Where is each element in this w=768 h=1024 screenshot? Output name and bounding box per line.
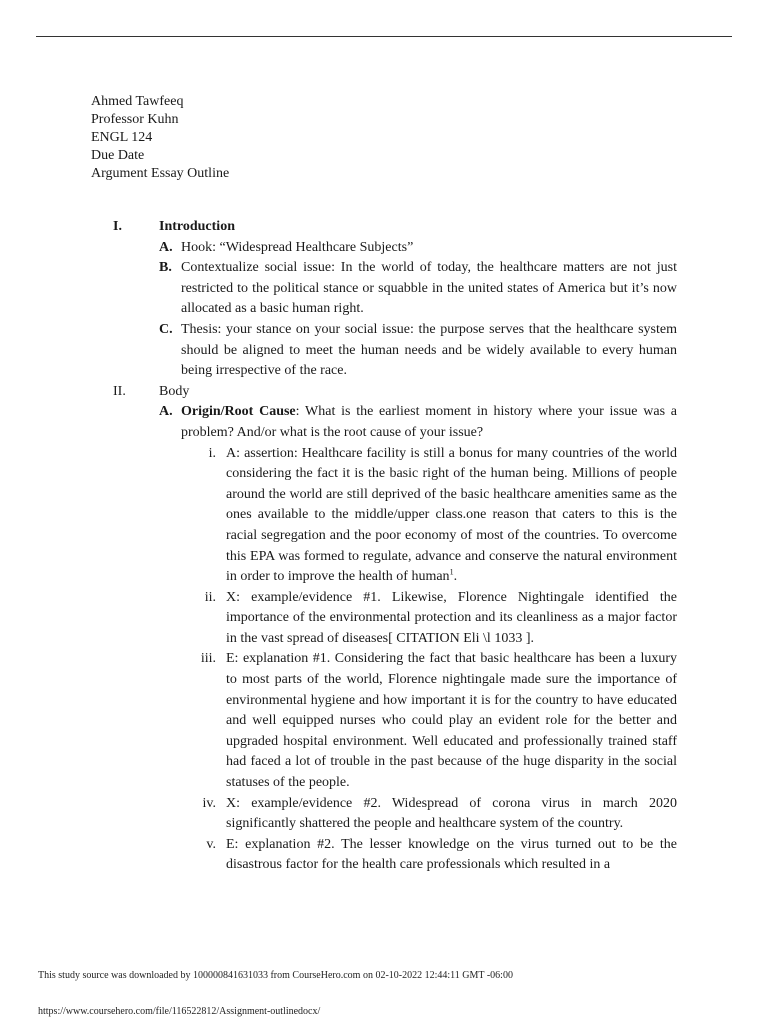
sub-item-marker: ii.	[204, 589, 216, 605]
item-text: Thesis: your stance on your social issue: the purpose serves that the healthcare system should be aligned to meet the human needs and be widely available to every human being irrespective of the race.	[181, 321, 677, 379]
sub-item-i	[0, 444, 768, 588]
intro-item-b	[0, 258, 768, 320]
section-heading: Body	[159, 383, 190, 399]
sub-item-marker: v.	[206, 836, 216, 852]
sub-item-tail: .	[453, 569, 458, 585]
document-title: Argument Essay Outline	[91, 166, 230, 181]
item-marker: B.	[159, 260, 172, 276]
sub-item-text: X: example/evidence #1. Likewise, Florence Nightingale identified the importance of the environmental protection and its cleanliness as a major factor in the vast spread of diseases[ CITATION Eli \l 1033 ].	[226, 589, 677, 646]
section-body	[0, 382, 768, 403]
section-heading: Introduction	[159, 219, 235, 234]
sub-item-v	[0, 835, 768, 876]
sub-item-marker: iv.	[202, 795, 216, 811]
section-marker: I.	[113, 219, 122, 234]
top-divider	[36, 36, 732, 37]
document-header	[91, 93, 229, 183]
section-marker: II.	[113, 383, 126, 399]
sub-item-text: E: explanation #1. Considering the fact that basic healthcare has been a luxury to most parts of the world, Florence nightingale made sure the importance of environmental hygiene and how important it is for the country to have educated and well equipped nurses who could play an evident role for the better and upgraded hospital environment. Well educated and professionally trained staff had faced a lot of trouble in the past because of the huge disparity in the social statuses of the people.	[226, 651, 677, 791]
item-text: Hook: “Widespread Healthcare Subjects”	[181, 239, 414, 255]
professor-name: Professor Kuhn	[91, 112, 179, 127]
item-marker: A.	[159, 239, 173, 255]
source-url[interactable]: https://www.coursehero.com/file/116522812/Assignment-outlinedocx/	[38, 1006, 321, 1017]
sub-item-iii	[0, 649, 768, 793]
sub-item-iv	[0, 794, 768, 835]
intro-item-a	[0, 238, 768, 259]
section-introduction	[0, 217, 768, 238]
item-marker: C.	[159, 321, 173, 337]
item-heading: Origin/Root Cause	[181, 404, 296, 420]
sub-item-marker: i.	[208, 445, 216, 461]
item-text: Contextualize social issue: In the world of today, the healthcare matters are not just restricted to the political stance or squabble in the united states of America but it’s now allocated as a basic human right.	[181, 260, 677, 317]
sub-item-text: E: explanation #2. The lesser knowledge on the virus turned out to be the disastrous factor for the health care professionals which resulted in a	[226, 836, 677, 873]
body-item-a	[0, 402, 768, 443]
sub-item-ii	[0, 588, 768, 650]
item-marker: A.	[159, 404, 173, 420]
item-text: : What is the earliest moment in history where your issue was a problem? And/or what is the root cause of your issue?	[181, 404, 678, 440]
sub-item-text: X: example/evidence #2. Widespread of corona virus in march 2020 significantly shattered the people and healthcare system of the country.	[226, 795, 677, 832]
author-name: Ahmed Tawfeeq	[91, 94, 184, 109]
sub-item-text: A: assertion: Healthcare facility is still a bonus for many countries of the world considering the fact it is the basic right of the human being. Millions of people around the world are still deprived of the basic healthcare amenities same as the ones available to the middle/upper class.one reason that caters to this is the racial segregation and the poor economy of most of the countries. To overcome this EPA was formed to regulate, advance and conserve the natural environment in order to improve the health of human	[226, 445, 677, 585]
essay-outline	[0, 217, 768, 876]
footnote-ref: 1	[449, 567, 454, 577]
due-date: Due Date	[91, 148, 145, 163]
course-code: ENGL 124	[91, 130, 153, 145]
intro-item-c	[0, 320, 768, 382]
download-notice: This study source was downloaded by 100000841631033 from CourseHero.com on 02-10-2022 12:44:11 GMT -06:00	[38, 970, 513, 981]
sub-item-marker: iii.	[200, 651, 216, 667]
